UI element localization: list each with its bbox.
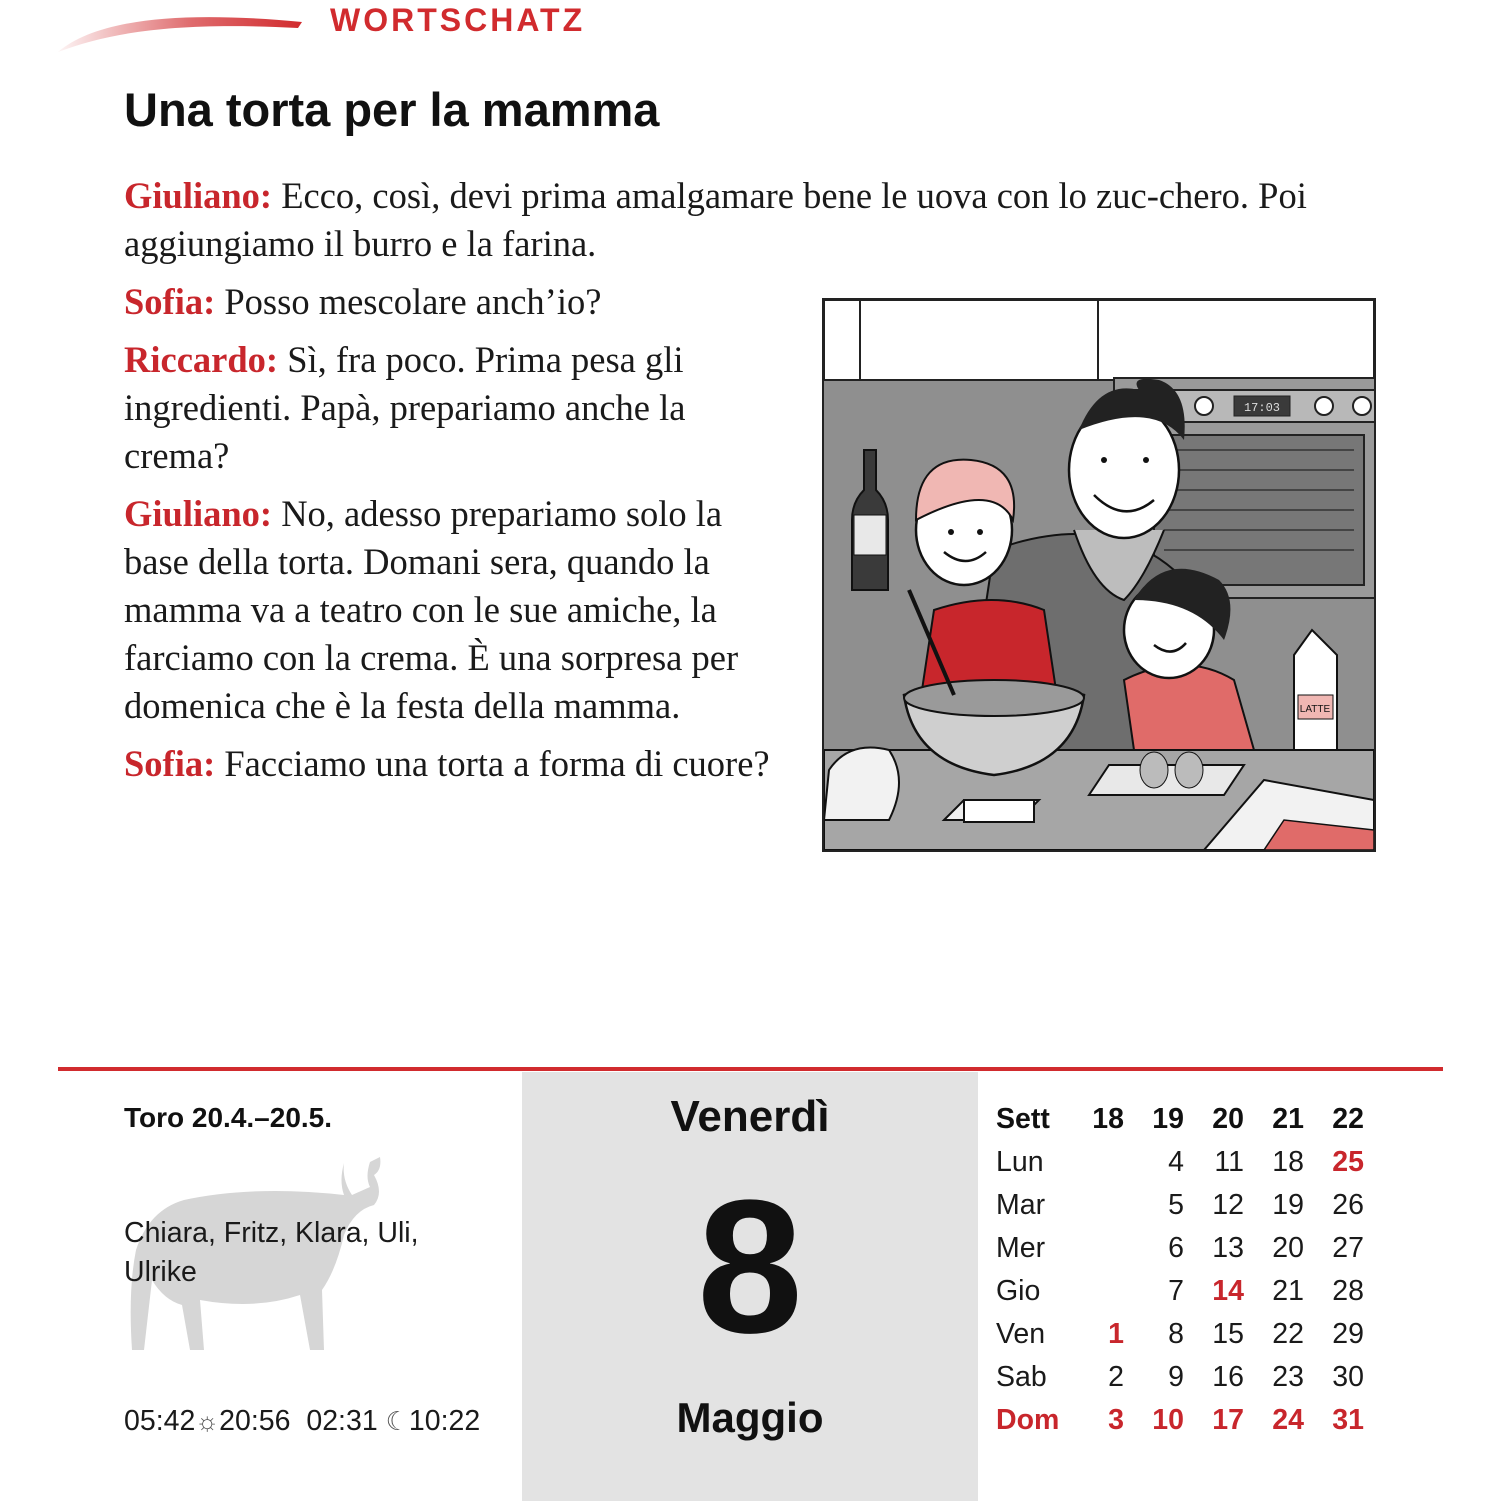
week-number: 22 [1332, 1103, 1364, 1135]
dialogue-turn [124, 490, 794, 730]
calendar-day: 18 [1272, 1146, 1304, 1178]
calendar-day: 12 [1212, 1189, 1244, 1221]
calendar-day: 17 [1212, 1404, 1244, 1436]
calendar-day: 20 [1272, 1232, 1304, 1264]
speaker-name: Sofia: [124, 743, 216, 784]
calendar-day: 21 [1272, 1275, 1304, 1307]
weekday-row [996, 1141, 1364, 1184]
weekday-label: Lun [996, 1146, 1044, 1178]
footer-divider [58, 1067, 1443, 1071]
weekday-row [996, 1313, 1364, 1356]
week-number: 18 [1092, 1103, 1124, 1135]
dialogue-turn [124, 278, 794, 326]
oven-clock: 17:03 [1243, 401, 1281, 415]
weekday-row [996, 1399, 1364, 1442]
day-panel [522, 1072, 978, 1501]
dialogue-turn [124, 172, 1334, 268]
calendar-day: 27 [1332, 1232, 1364, 1264]
calendar-day: 13 [1212, 1232, 1244, 1264]
weekday-label: Mer [996, 1232, 1046, 1264]
mini-calendar [996, 1098, 1386, 1442]
weekday-row [996, 1270, 1364, 1313]
calendar-day: 1 [1108, 1318, 1124, 1350]
dialogue-turn [124, 740, 794, 788]
weekday-row [996, 1356, 1364, 1399]
calendar-day [1076, 1270, 1124, 1313]
kitchen-illustration [822, 298, 1376, 852]
weekday-label: Mar [996, 1189, 1046, 1221]
milk-carton-label: LATTE [1299, 704, 1331, 715]
dialogue-turn [124, 336, 794, 480]
calendar-day: 22 [1272, 1318, 1304, 1350]
dialogue-text: No, adesso prepariamo solo la base della torta. Domani sera, quando la mamma va a teatro con le sue amiche, la farciamo con la crema. È una sorpresa per domenica che è la festa della mamma. [124, 493, 739, 726]
dialogue-text: Sì, fra poco. Prima pesa gli ingredienti. Papà, prepariamo anche la crema? [124, 339, 686, 476]
kitchen-scene-image [824, 300, 1374, 850]
calendar-day: 16 [1212, 1361, 1244, 1393]
sun-moon-times [124, 1405, 480, 1438]
page-title: Una torta per la mamma [124, 83, 660, 136]
speaker-name: Giuliano: [124, 175, 273, 216]
calendar-day: 6 [1168, 1232, 1184, 1264]
calendar-day: 26 [1332, 1189, 1364, 1221]
calendar-day: 9 [1168, 1361, 1184, 1393]
calendar-day: 25 [1332, 1146, 1364, 1178]
calendar-day: 31 [1332, 1404, 1364, 1436]
calendar-day: 2 [1108, 1361, 1124, 1393]
weekday-label: Gio [996, 1275, 1041, 1307]
calendar-day: 5 [1168, 1189, 1184, 1221]
weekday-label: Ven [996, 1318, 1046, 1350]
sunset-time: 20:56 [219, 1405, 291, 1437]
calendar-day [1076, 1184, 1124, 1227]
dialogue-text: Facciamo una torta a forma di cuore? [224, 743, 770, 784]
calendar-day: 28 [1332, 1275, 1364, 1307]
week-number: 21 [1272, 1103, 1304, 1135]
calendar-day: 10 [1152, 1404, 1184, 1436]
zodiac-sign: Toro 20.4.–20.5. [124, 1102, 333, 1133]
calendar-day: 24 [1272, 1404, 1304, 1436]
sunrise-time: 05:42 [124, 1405, 196, 1437]
calendar-day: 15 [1212, 1318, 1244, 1350]
week-number: 19 [1152, 1103, 1184, 1135]
calendar-day: 30 [1332, 1361, 1364, 1393]
mini-calendar-table [996, 1098, 1364, 1442]
week-label: Sett [996, 1103, 1050, 1135]
weekday-label: Dom [996, 1404, 1060, 1436]
day-number: 8 [697, 1161, 803, 1373]
calendar-day: 3 [1108, 1404, 1124, 1436]
week-number-header [996, 1098, 1364, 1141]
name-days: Chiara, Fritz, Klara, Uli, Ulrike [124, 1217, 419, 1288]
calendar-day: 19 [1272, 1189, 1304, 1221]
calendar-day [1076, 1227, 1124, 1270]
month-name: Maggio [676, 1394, 824, 1441]
calendar-day: 7 [1168, 1275, 1184, 1307]
dialogue-text: Posso mescolare anch’io? [224, 281, 602, 322]
calendar-day: 14 [1212, 1275, 1244, 1307]
header-swoosh [56, 8, 306, 54]
week-number: 20 [1212, 1103, 1244, 1135]
weekday: Venerdì [670, 1092, 830, 1141]
calendar-day: 29 [1332, 1318, 1364, 1350]
moon-icon: ☾ [385, 1406, 409, 1436]
moonset-time: 10:22 [408, 1405, 481, 1437]
calendar-day: 4 [1168, 1146, 1184, 1178]
calendar-day: 8 [1168, 1318, 1184, 1350]
weekday-row [996, 1227, 1364, 1270]
dialogue-text: Ecco, così, devi prima amalgamare bene le uova con lo zuc-chero. Poi aggiungiamo il burro e la farina. [124, 175, 1307, 264]
speaker-name: Giuliano: [124, 493, 273, 534]
calendar-day [1076, 1141, 1124, 1184]
moonrise-time: 02:31 [306, 1405, 378, 1437]
sun-icon: ☼ [195, 1406, 220, 1436]
calendar-day: 11 [1214, 1146, 1244, 1178]
calendar-day: 23 [1272, 1361, 1304, 1393]
section-label: WORTSCHATZ [330, 2, 586, 38]
speaker-name: Sofia: [124, 281, 216, 322]
weekday-label: Sab [996, 1361, 1047, 1393]
weekday-row [996, 1184, 1364, 1227]
speaker-name: Riccardo: [124, 339, 279, 380]
